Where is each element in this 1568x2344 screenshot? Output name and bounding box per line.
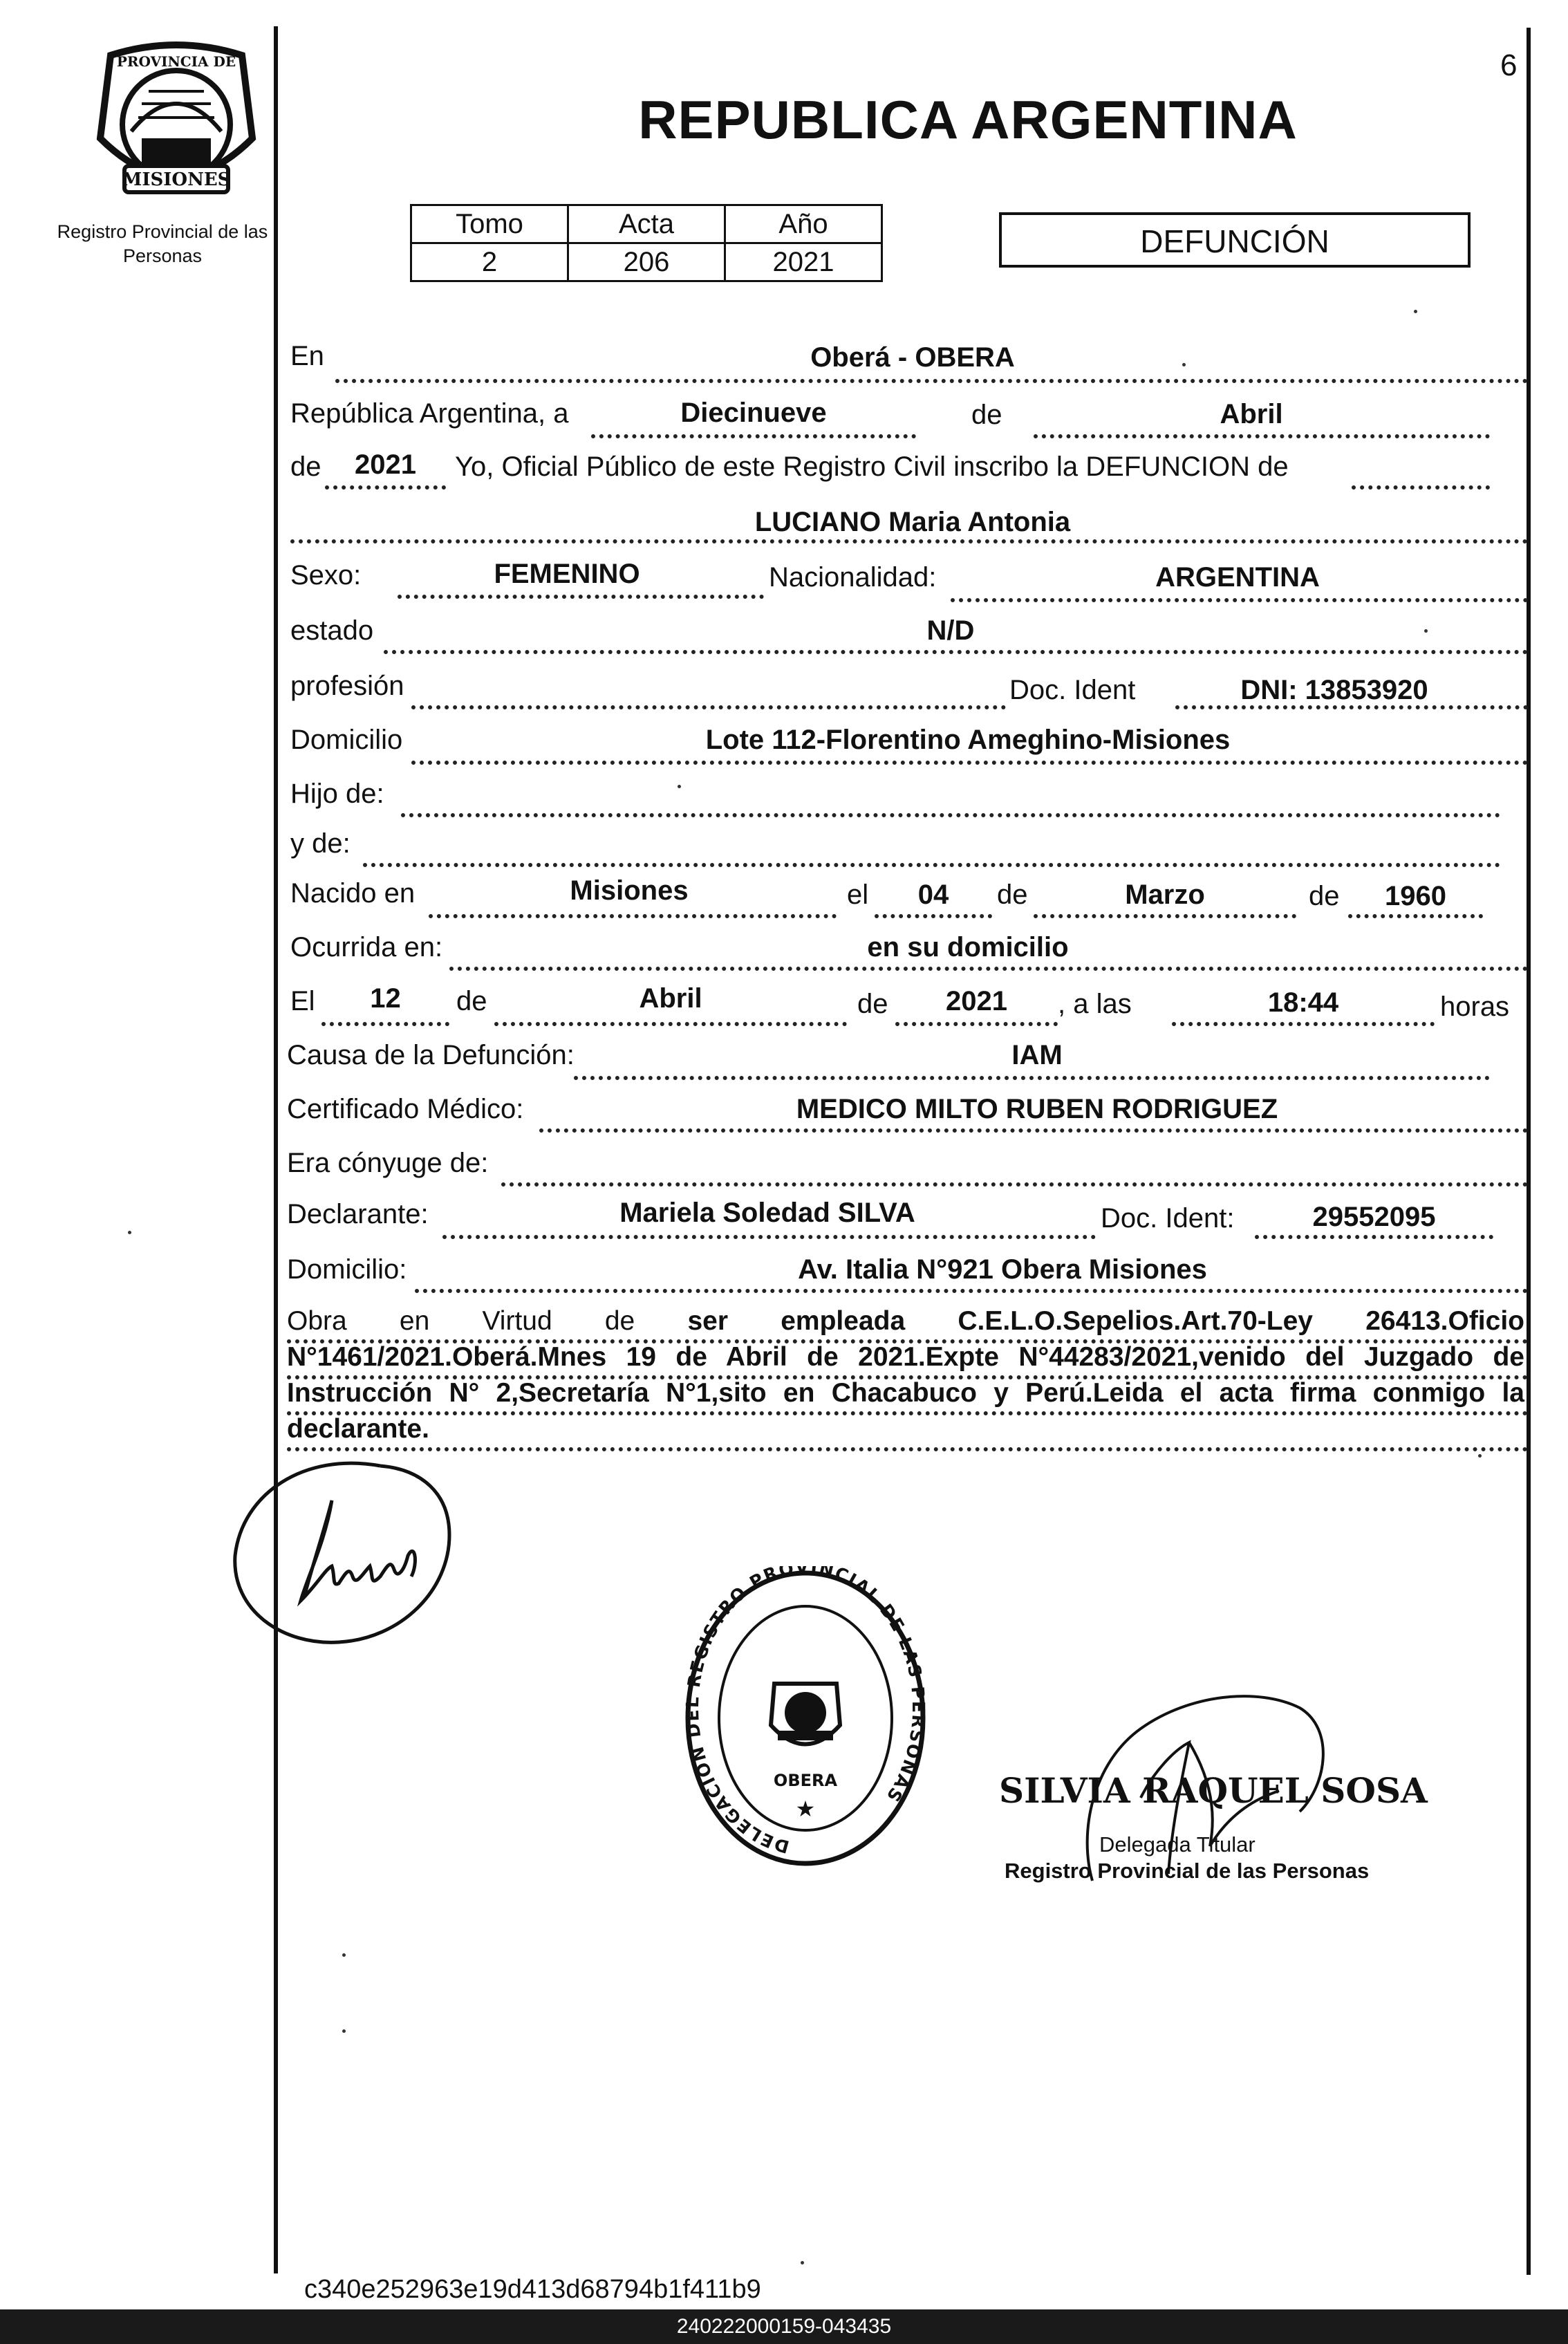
record-header-acta: Acta xyxy=(568,205,725,243)
dotted-line xyxy=(875,914,992,918)
record-header-ano: Año xyxy=(725,205,882,243)
svg-text:OBERA: OBERA xyxy=(773,1771,838,1790)
dotted-line xyxy=(287,1339,1528,1343)
label-y-de: y de: xyxy=(290,828,351,859)
label-sexo: Sexo: xyxy=(290,560,362,590)
svg-text:MISIONES: MISIONES xyxy=(122,169,231,190)
field-causa: IAM xyxy=(1011,1040,1063,1070)
dotted-line xyxy=(363,863,1500,867)
dotted-line xyxy=(1172,1022,1435,1026)
field-birth-place: Misiones xyxy=(570,875,689,906)
dotted-line xyxy=(429,914,837,918)
label-de: de xyxy=(971,400,1002,430)
label-declarante: Declarante: xyxy=(287,1199,429,1229)
speck xyxy=(128,1231,131,1234)
dotted-line xyxy=(290,539,1528,543)
field-domicilio: Lote 112-Florentino Ameghino-Misiones xyxy=(705,725,1231,755)
official-name: SILVIA RAQUEL SOSA xyxy=(999,1770,1428,1811)
field-declarante-domicilio: Av. Italia N°921 Obera Misiones xyxy=(798,1254,1207,1285)
field-month: Abril xyxy=(1220,399,1283,429)
record-value-tomo: 2 xyxy=(411,243,568,281)
dotted-line xyxy=(1352,485,1490,490)
field-death-year: 2021 xyxy=(946,986,1007,1016)
dotted-line xyxy=(574,1076,1490,1080)
page-number: 6 xyxy=(1500,48,1518,82)
dotted-line xyxy=(411,761,1528,765)
field-birth-month: Marzo xyxy=(1125,880,1205,910)
label-nacionalidad: Nacionalidad: xyxy=(769,562,937,593)
speck xyxy=(342,2029,346,2033)
dotted-line xyxy=(325,485,446,490)
registry-name: Registro Provincial de las Personas xyxy=(57,221,268,266)
remarks-lead: Obra en Virtud de xyxy=(287,1306,635,1336)
dotted-line xyxy=(494,1022,847,1026)
record-header-tomo: Tomo xyxy=(411,205,568,243)
speck xyxy=(678,785,681,788)
declarant-signature xyxy=(221,1438,470,1666)
record-type-box: DEFUNCIÓN xyxy=(999,212,1471,268)
speck xyxy=(1414,310,1417,313)
official-org: Registro Provincial de las Personas xyxy=(1005,1859,1370,1883)
page-title: REPUBLICA ARGENTINA xyxy=(638,89,1298,150)
dotted-line xyxy=(1034,914,1296,918)
label-republica: República Argentina, a xyxy=(290,398,569,429)
label-de-born-2: de xyxy=(1309,881,1340,911)
label-en: En xyxy=(290,341,324,371)
dotted-line xyxy=(449,967,1528,971)
field-estado: N/D xyxy=(926,615,975,646)
label-causa: Causa de la Defunción: xyxy=(287,1040,575,1070)
document-hash: c340e252963e19d413d68794b1f411b9 xyxy=(304,2275,761,2304)
svg-text:PROVINCIA DE: PROVINCIA DE xyxy=(116,53,236,70)
label-estado: estado xyxy=(290,615,374,646)
label-horas: horas xyxy=(1440,992,1510,1022)
dotted-line xyxy=(287,1375,1528,1379)
label-hijo-de: Hijo de: xyxy=(290,779,384,809)
dotted-line xyxy=(335,379,1528,383)
label-yo-oficial: Yo, Oficial Público de este Registro Civil inscribo la DEFUNCION de xyxy=(455,452,1289,482)
dotted-line xyxy=(1255,1235,1493,1239)
label-de-death-1: de xyxy=(456,986,487,1016)
field-certificado: MEDICO MILTO RUBEN RODRIGUEZ xyxy=(796,1094,1278,1124)
dotted-line xyxy=(895,1022,1058,1026)
label-domicilio: Domicilio xyxy=(290,725,403,755)
label-doc-ident-declarante: Doc. Ident: xyxy=(1101,1203,1235,1234)
provincial-seal-logo xyxy=(83,35,270,207)
dotted-line xyxy=(398,595,764,599)
label-domicilio-declarante: Domicilio: xyxy=(287,1254,407,1285)
label-el: el xyxy=(847,880,869,910)
field-doc-ident: DNI: 13853920 xyxy=(1240,675,1428,705)
field-deceased-name: LUCIANO Maria Antonia xyxy=(754,507,1071,537)
dotted-line xyxy=(591,434,916,438)
dotted-line xyxy=(501,1182,1528,1187)
dotted-line xyxy=(401,813,1500,817)
dotted-line xyxy=(442,1235,1096,1239)
field-ocurrida-en: en su domicilio xyxy=(867,932,1069,962)
official-stamp xyxy=(681,1566,930,1870)
dotted-line xyxy=(384,650,1528,654)
label-doc-ident: Doc. Ident xyxy=(1009,675,1136,705)
label-profesion: profesión xyxy=(290,671,404,701)
speck xyxy=(1478,1454,1482,1458)
dotted-line xyxy=(539,1128,1528,1133)
record-value-ano: 2021 xyxy=(725,243,882,281)
speck xyxy=(1182,363,1186,366)
field-birth-day: 04 xyxy=(917,880,949,910)
label-nacido-en: Nacido en xyxy=(290,878,416,909)
field-year: 2021 xyxy=(355,449,416,480)
field-declarante: Mariela Soledad SILVA xyxy=(619,1198,915,1228)
label-ocurrida-en: Ocurrida en: xyxy=(290,932,443,962)
field-death-day: 12 xyxy=(370,983,401,1014)
dotted-line xyxy=(1034,434,1490,438)
dotted-line xyxy=(1348,914,1483,918)
field-birth-year: 1960 xyxy=(1385,881,1446,911)
svg-text:★: ★ xyxy=(795,1796,816,1822)
dotted-line xyxy=(287,1447,1528,1451)
remarks-text: ser empleada C.E.L.O.Sepelios.Art.70-Ley 26413.Oficio N°1461/2021.Oberá.Mnes 19 de Abril de 2021.Expte N°44283/2021,venido del Juzgado de Instrucción N° 2,Secretaría N°1,sito en Chacabuco y Perú.Leida el acta firma conmigo la declarante. xyxy=(287,1306,1524,1444)
field-death-month: Abril xyxy=(639,983,702,1014)
speck xyxy=(342,1953,346,1957)
field-death-time: 18:44 xyxy=(1267,987,1339,1018)
dotted-line xyxy=(287,1411,1528,1415)
field-nacionalidad: ARGENTINA xyxy=(1155,562,1320,593)
field-declarante-doc: 29552095 xyxy=(1312,1202,1436,1232)
document-id-bar: 240222000159-043435 xyxy=(0,2309,1568,2344)
left-margin-rule xyxy=(274,26,278,2273)
label-el-death: El xyxy=(290,986,315,1016)
label-conyuge: Era cónyuge de: xyxy=(287,1148,489,1178)
field-place: Oberá - OBERA xyxy=(810,342,1015,373)
dotted-line xyxy=(1175,705,1528,709)
field-sexo: FEMENINO xyxy=(494,559,640,589)
record-value-acta: 206 xyxy=(568,243,725,281)
official-role: Delegada Titular xyxy=(1099,1832,1256,1857)
dotted-line xyxy=(415,1289,1528,1293)
record-table xyxy=(410,204,883,282)
speck xyxy=(801,2261,804,2264)
field-day-words: Diecinueve xyxy=(680,398,827,428)
label-a-las: , a las xyxy=(1058,989,1132,1019)
right-margin-rule xyxy=(1527,28,1531,2275)
label-de-death-2: de xyxy=(857,989,888,1019)
label-de-year: de xyxy=(290,452,321,482)
svg-text:DELEGACION DEL REGISTRO PROVIN: DELEGACION DEL REGISTRO PROVINCIAL DE LAS PERSONAS xyxy=(682,1566,929,1857)
dotted-line xyxy=(321,1022,449,1026)
dotted-line xyxy=(951,598,1528,602)
label-certificado: Certificado Médico: xyxy=(287,1094,524,1124)
dotted-line xyxy=(411,705,1006,709)
label-de-born-1: de xyxy=(997,880,1028,910)
speck xyxy=(1424,629,1428,633)
